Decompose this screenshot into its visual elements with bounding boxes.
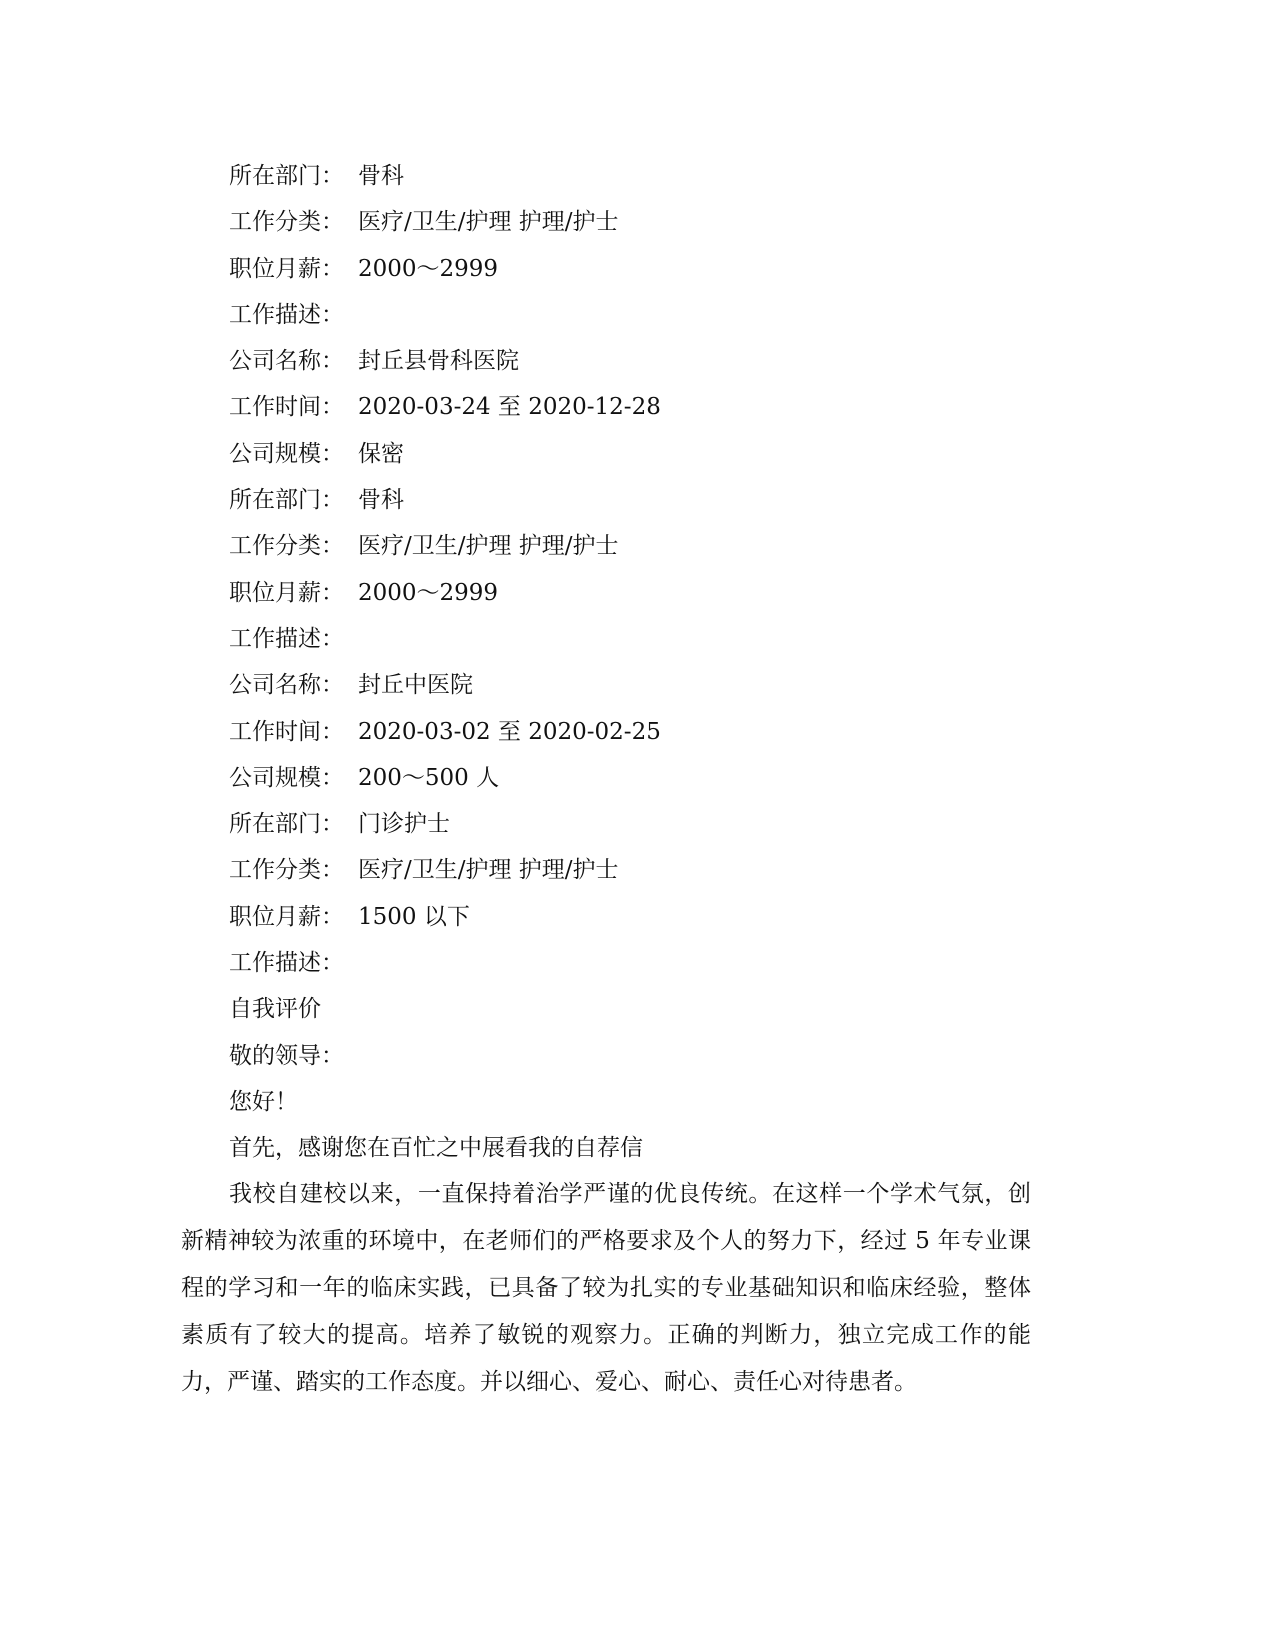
field-value: 骨科 — [358, 487, 404, 514]
letter-intro — [229, 1128, 1129, 1174]
field-label: 工作分类： — [229, 209, 344, 236]
field-row — [229, 202, 1129, 248]
field-row — [229, 619, 1129, 665]
field-label: 职位月薪： — [229, 903, 344, 930]
field-row — [229, 480, 1129, 526]
field-label: 所在部门： — [229, 163, 344, 189]
field-label: 公司名称： — [229, 672, 344, 699]
letter-body — [181, 1171, 1031, 1406]
field-row — [229, 897, 1129, 943]
section-heading-self-evaluation — [229, 989, 1129, 1035]
field-label: 工作描述： — [229, 301, 344, 328]
field-value: 封丘中医院 — [358, 672, 473, 699]
field-value: 保密 — [358, 440, 404, 467]
field-value: 骨科 — [358, 163, 404, 189]
field-row — [229, 804, 1129, 850]
field-value: 医疗/卫生/护理 护理/护士 — [358, 209, 619, 236]
field-row — [229, 387, 1129, 433]
letter-greeting — [229, 1082, 1129, 1128]
field-value: 2020-03-02 至 2020-02-25 — [358, 718, 661, 745]
field-row — [229, 295, 1129, 341]
heading-text: 自我评价 — [229, 996, 321, 1023]
field-value: 1500 以下 — [358, 903, 470, 930]
field-label: 工作描述： — [229, 625, 344, 652]
field-value: 封丘县骨科医院 — [358, 348, 519, 375]
field-value: 200～500 人 — [358, 764, 500, 791]
field-label: 工作时间： — [229, 394, 344, 421]
salutation-text: 敬的领导： — [229, 1042, 344, 1069]
field-label: 所在部门： — [229, 487, 344, 514]
field-row — [229, 712, 1129, 758]
field-label: 职位月薪： — [229, 255, 344, 282]
field-label: 工作描述： — [229, 950, 344, 977]
field-label: 工作分类： — [229, 533, 344, 560]
body-paragraph: 我校自建校以来，一直保持着治学严谨的优良传统。在这样一个学术气氛，创新精神较为浓重的环境中，在老师们的严格要求及个人的努力下，经过 5 年专业课程的学习和一年的临床实践，已具备了较为扎实的专业基础知识和临床经验，整体素质有了较大的提高。培养了敏锐的观察力。正确的判断力，独立完成工作的能力，严谨、踏实的工作态度。并以细心、爱心、耐心、责任心对待患者。 — [181, 1181, 1031, 1395]
field-value: 2000～2999 — [358, 579, 499, 606]
field-label: 公司规模： — [229, 764, 344, 791]
field-label: 公司名称： — [229, 348, 344, 375]
field-value: 2000～2999 — [358, 255, 499, 282]
field-row — [229, 573, 1129, 619]
field-row — [229, 434, 1129, 480]
letter-salutation — [229, 1036, 1129, 1082]
field-row — [229, 156, 1129, 202]
field-row — [229, 665, 1129, 711]
field-row — [229, 341, 1129, 387]
field-value: 医疗/卫生/护理 护理/护士 — [358, 533, 619, 560]
field-row — [229, 758, 1129, 804]
field-value: 2020-03-24 至 2020-12-28 — [358, 394, 661, 421]
field-label: 职位月薪： — [229, 579, 344, 606]
field-row — [229, 943, 1129, 989]
field-value: 门诊护士 — [358, 811, 450, 838]
work-experience-list — [229, 156, 1129, 1175]
intro-text: 首先，感谢您在百忙之中展看我的自荐信 — [229, 1135, 643, 1162]
field-label: 公司规模： — [229, 440, 344, 467]
field-row — [229, 249, 1129, 295]
field-label: 所在部门： — [229, 811, 344, 838]
field-row — [229, 850, 1129, 896]
greeting-text: 您好！ — [229, 1088, 298, 1115]
field-value: 医疗/卫生/护理 护理/护士 — [358, 857, 619, 884]
field-label: 工作时间： — [229, 718, 344, 745]
field-label: 工作分类： — [229, 857, 344, 884]
field-row — [229, 526, 1129, 572]
